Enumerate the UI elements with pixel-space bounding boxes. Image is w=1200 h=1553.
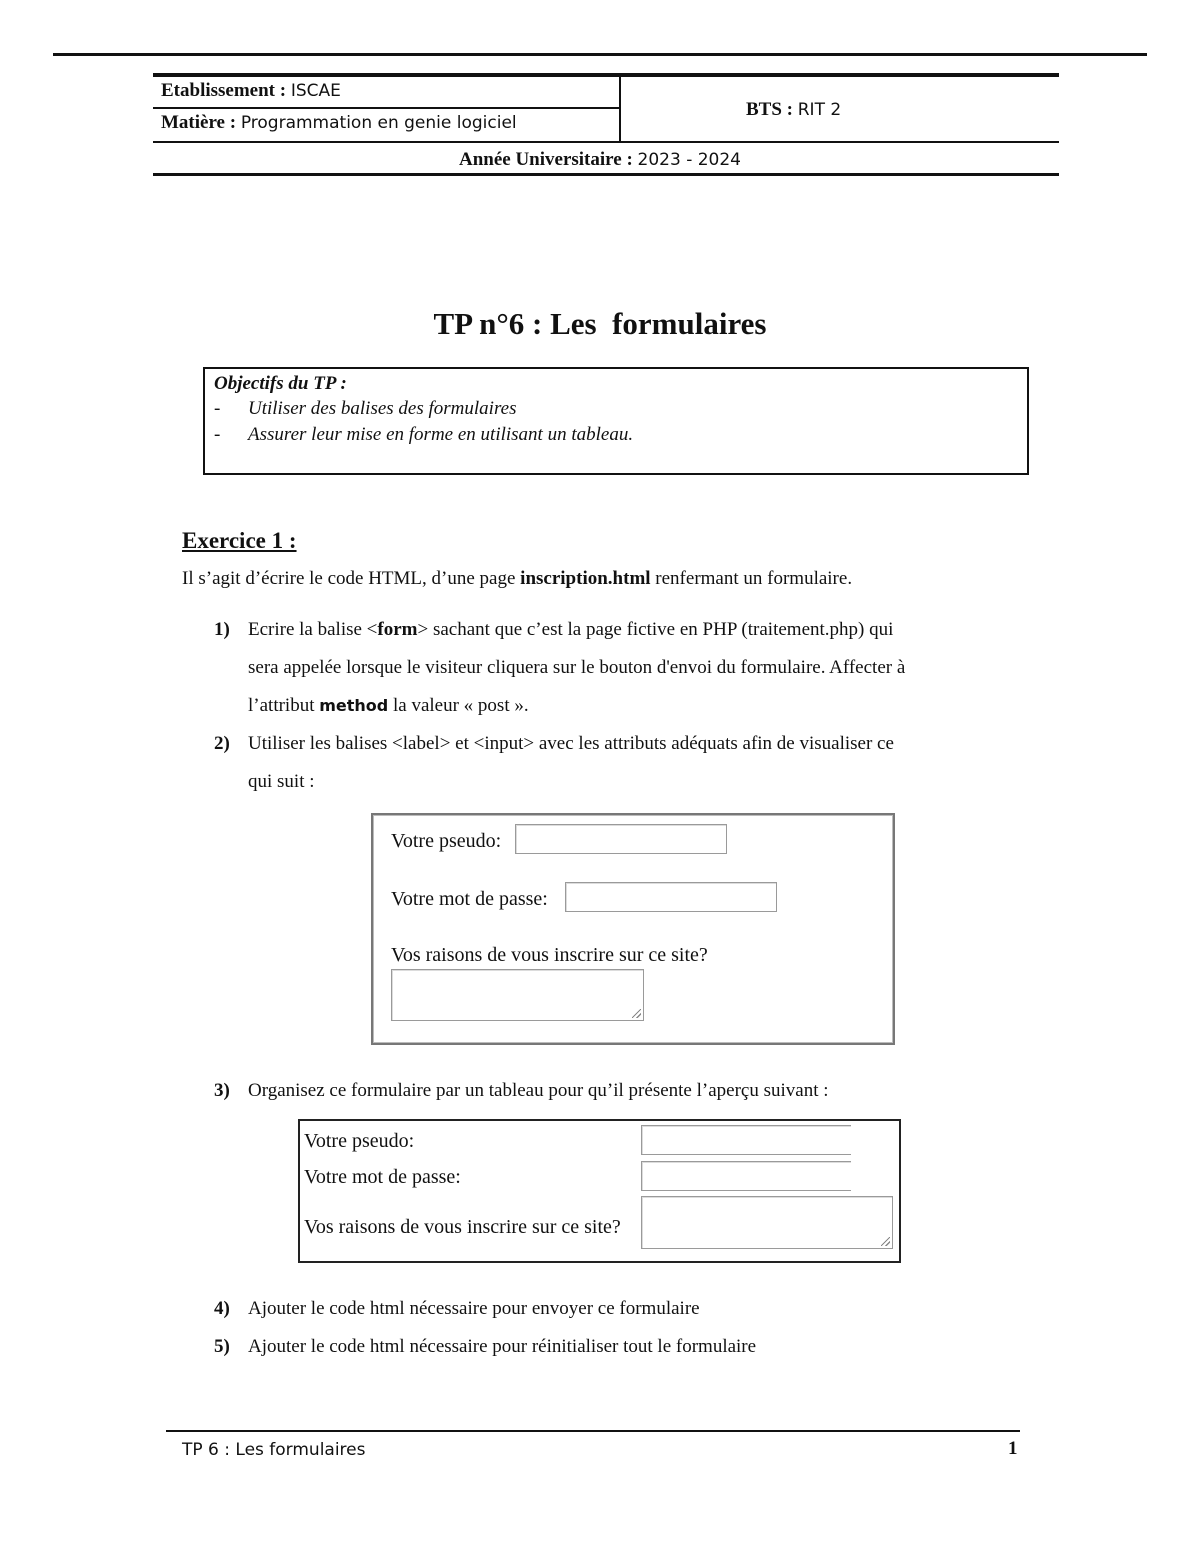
step-number: 1) (214, 619, 230, 640)
header-top-border (153, 73, 1059, 77)
step-4-line-1: Ajouter le code html nécessaire pour envoyer ce formulaire (248, 1298, 700, 1319)
header-divider (619, 75, 621, 141)
intro-text: Il s’agit d’écrire le code HTML, d’une page (182, 568, 521, 589)
annee-value: 2023 - 2024 (637, 150, 742, 170)
intro-filename: inscription.html (520, 568, 651, 589)
step-1-line-2: sera appelée lorsque le visiteur cliquera sur le bouton d'envoi du formulaire. Affecter à (248, 657, 906, 678)
reasons-label: Vos raisons de vous inscrire sur ce site? (391, 944, 708, 966)
matiere-value: Programmation en genie logiciel (240, 113, 517, 133)
step-1-method: method (319, 696, 389, 715)
header-annee (0, 149, 1200, 171)
header-row-divider (153, 107, 619, 109)
header-etablissement (161, 80, 341, 102)
password-label: Votre mot de passe: (391, 888, 548, 910)
step-1-form-tag: form (377, 619, 418, 640)
pseudo-input[interactable] (515, 824, 727, 854)
exercise-intro (182, 567, 852, 591)
etablissement-label: Etablissement : (161, 80, 287, 101)
step-1-text: Ecrire la balise < (248, 619, 378, 640)
step-3-line-1: Organisez ce formulaire par un tableau pour qu’il présente l’aperçu suivant : (248, 1080, 829, 1101)
page-top-rule (53, 53, 1147, 56)
step-1-text: l’attribut (248, 695, 320, 716)
step-2-line-2: qui suit : (248, 771, 315, 792)
step-number: 2) (214, 733, 230, 754)
footer-rule (166, 1430, 1020, 1432)
etablissement-value: ISCAE (290, 81, 341, 101)
pseudo-label: Votre pseudo: (391, 830, 502, 852)
page-number: 1 (1008, 1438, 1018, 1459)
resize-grip-icon[interactable] (632, 1009, 641, 1018)
header-matiere (161, 112, 517, 134)
objective-bullet: - (214, 424, 221, 445)
step-1-text-end: > sachant que c’est la page fictive en PHP (traitement.php) qui (417, 619, 894, 640)
page-title: TP n°6 : Les formulaires (433, 306, 767, 341)
matiere-label: Matière : (161, 112, 237, 133)
reasons-textarea[interactable] (391, 969, 644, 1021)
step-1-text-end: la valeur « post ». (388, 695, 529, 716)
step-1-line-1 (248, 618, 893, 642)
table-reasons-textarea[interactable] (641, 1196, 893, 1249)
step-number: 3) (214, 1080, 230, 1101)
step-5-line-1: Ajouter le code html nécessaire pour réinitialiser tout le formulaire (248, 1336, 757, 1357)
resize-grip-icon[interactable] (881, 1237, 890, 1246)
table-password-label: Votre mot de passe: (304, 1166, 461, 1188)
step-2-line-1: Utiliser les balises <label> et <input> avec les attributs adéquats afin de visualiser ce (248, 733, 894, 754)
annee-label: Année Universitaire : (458, 149, 633, 170)
password-input[interactable] (565, 882, 777, 912)
table-pseudo-input[interactable] (641, 1125, 851, 1155)
objectives-heading: Objectifs du TP : (214, 373, 347, 394)
header-mid-border (153, 141, 1059, 143)
objective-item: Assurer leur mise en forme en utilisant un tableau. (248, 424, 634, 445)
objective-item: Utiliser des balises des formulaires (248, 398, 517, 419)
footer-title-text: TP 6 : Les formulaires (182, 1440, 366, 1460)
table-pseudo-label: Votre pseudo: (304, 1130, 415, 1152)
bts-label: BTS : (746, 99, 793, 120)
bts-value: RIT 2 (797, 100, 842, 120)
exercise-title: Exercice 1 : (182, 528, 297, 553)
step-1-line-3 (248, 694, 529, 718)
intro-text-end: renfermant un formulaire. (650, 568, 853, 589)
objective-bullet: - (214, 398, 221, 419)
table-reasons-label: Vos raisons de vous inscrire sur ce site? (304, 1216, 621, 1238)
footer-title (182, 1438, 366, 1462)
header-bottom-border (153, 173, 1059, 176)
table-password-input[interactable] (641, 1161, 851, 1191)
step-number: 5) (214, 1336, 230, 1357)
header-bts (746, 99, 841, 121)
step-number: 4) (214, 1298, 230, 1319)
